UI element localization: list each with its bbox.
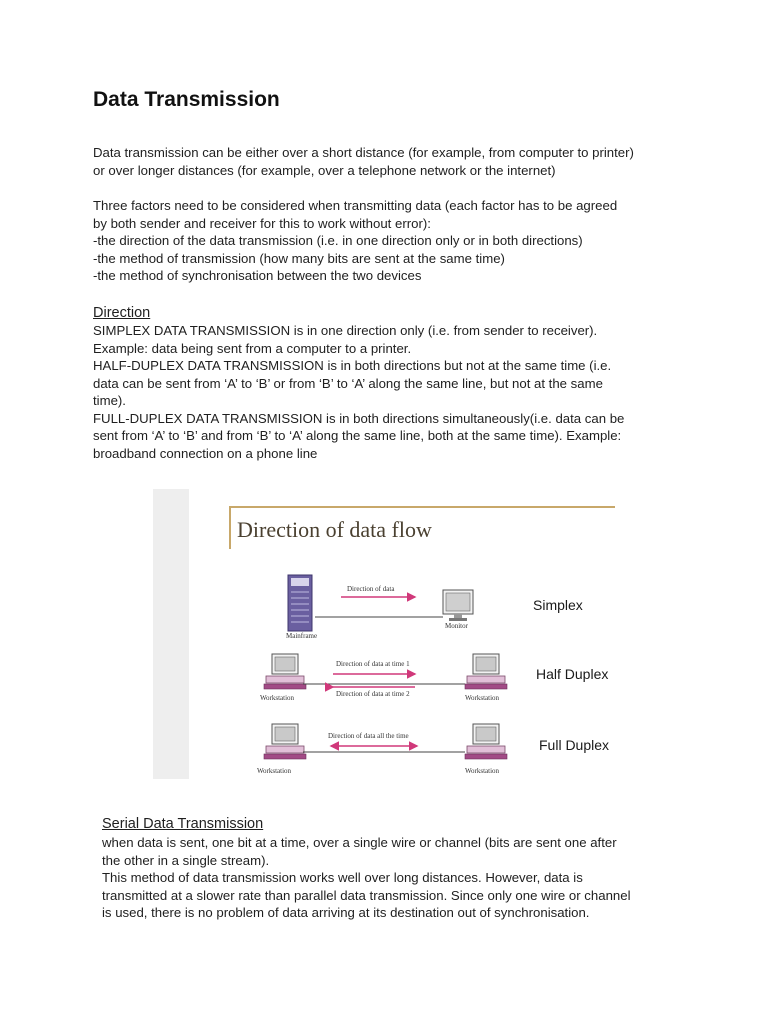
monitor-label: Monitor [445,622,468,630]
text-line: Three factors need to be considered when transmitting data (each factor has to be agreed [93,198,618,213]
text-line: HALF-DUPLEX DATA TRANSMISSION is in both directions but not at the same time (i.e. [93,358,612,373]
workstation-icon [465,654,507,689]
text-line: is used, there is no problem of data arriving at its destination out of synchronisation. [102,905,590,920]
figure-title: Direction of data flow [237,517,432,542]
workstation-icon [264,724,306,759]
full-duplex-label: Full Duplex [539,737,610,753]
text-line: or over longer distances (for example, over a telephone network or the internet) [93,162,556,178]
workstation-label: Workstation [465,694,500,702]
page-title: Data Transmission [93,88,280,111]
text-line: time). [93,393,126,408]
text-line: Example: data being sent from a computer to a printer. [93,340,412,356]
half-duplex-arrow-label-1: Direction of data at time 1 [336,660,410,668]
simplex-arrow-label: Direction of data [347,585,395,593]
serial-paragraph [102,834,702,922]
text-line: the other in a single stream). [102,852,270,868]
workstation-label: Workstation [257,767,292,775]
workstation-label: Workstation [260,694,295,702]
text-line: Data transmission can be either over a short distance (for example, from computer to printer) [93,145,634,160]
monitor-icon [443,590,473,621]
text-line: transmitted at a slower rate than parallel data transmission. Since only one wire or channel [102,887,631,903]
workstation-icon [465,724,507,759]
text-line: FULL-DUPLEX DATA TRANSMISSION is in both directions simultaneously(i.e. data can be [93,410,625,426]
workstation-icon [264,654,306,689]
serial-heading: Serial Data Transmission [102,816,264,832]
half-duplex-arrow-label-2: Direction of data at time 2 [336,690,410,698]
text-line: broadband connection on a phone line [93,445,318,461]
text-line: SIMPLEX DATA TRANSMISSION is in one direction only (i.e. from sender to receiver). [93,323,598,338]
text-line: data can be sent from ‘A’ to ‘B’ or from ‘B’ to ‘A’ along the same line, but not at the same [93,375,603,391]
mainframe-icon [288,575,312,631]
intro-paragraph [93,144,693,179]
figure-shade [153,489,189,779]
text-line: -the method of synchronisation between the two devices [93,268,422,283]
direction-paragraph [93,322,693,462]
simplex-label: Simplex [533,597,583,613]
text-line: -the direction of the data transmission (i.e. in one direction only or in both directions) [93,233,583,248]
factors-paragraph [93,197,693,285]
half-duplex-label: Half Duplex [536,666,609,682]
mainframe-label: Mainframe [286,632,318,640]
text-line: -the method of transmission (how many bits are sent at the same time) [93,250,505,266]
text-line: This method of data transmission works well over long distances. However, data is [102,870,583,885]
workstation-label: Workstation [465,767,500,775]
full-duplex-arrow-label: Direction of data all the time [328,732,409,740]
text-line: sent from ‘A’ to ‘B’ and from ‘B’ to ‘A’ along the same line, both at the same time). Example: [93,428,622,443]
data-flow-figure [153,489,615,779]
text-line: when data is sent, one bit at a time, over a single wire or channel (bits are sent one after [102,835,617,850]
direction-heading: Direction [93,305,151,321]
text-line: by both sender and receiver for this to work without error): [93,215,431,231]
